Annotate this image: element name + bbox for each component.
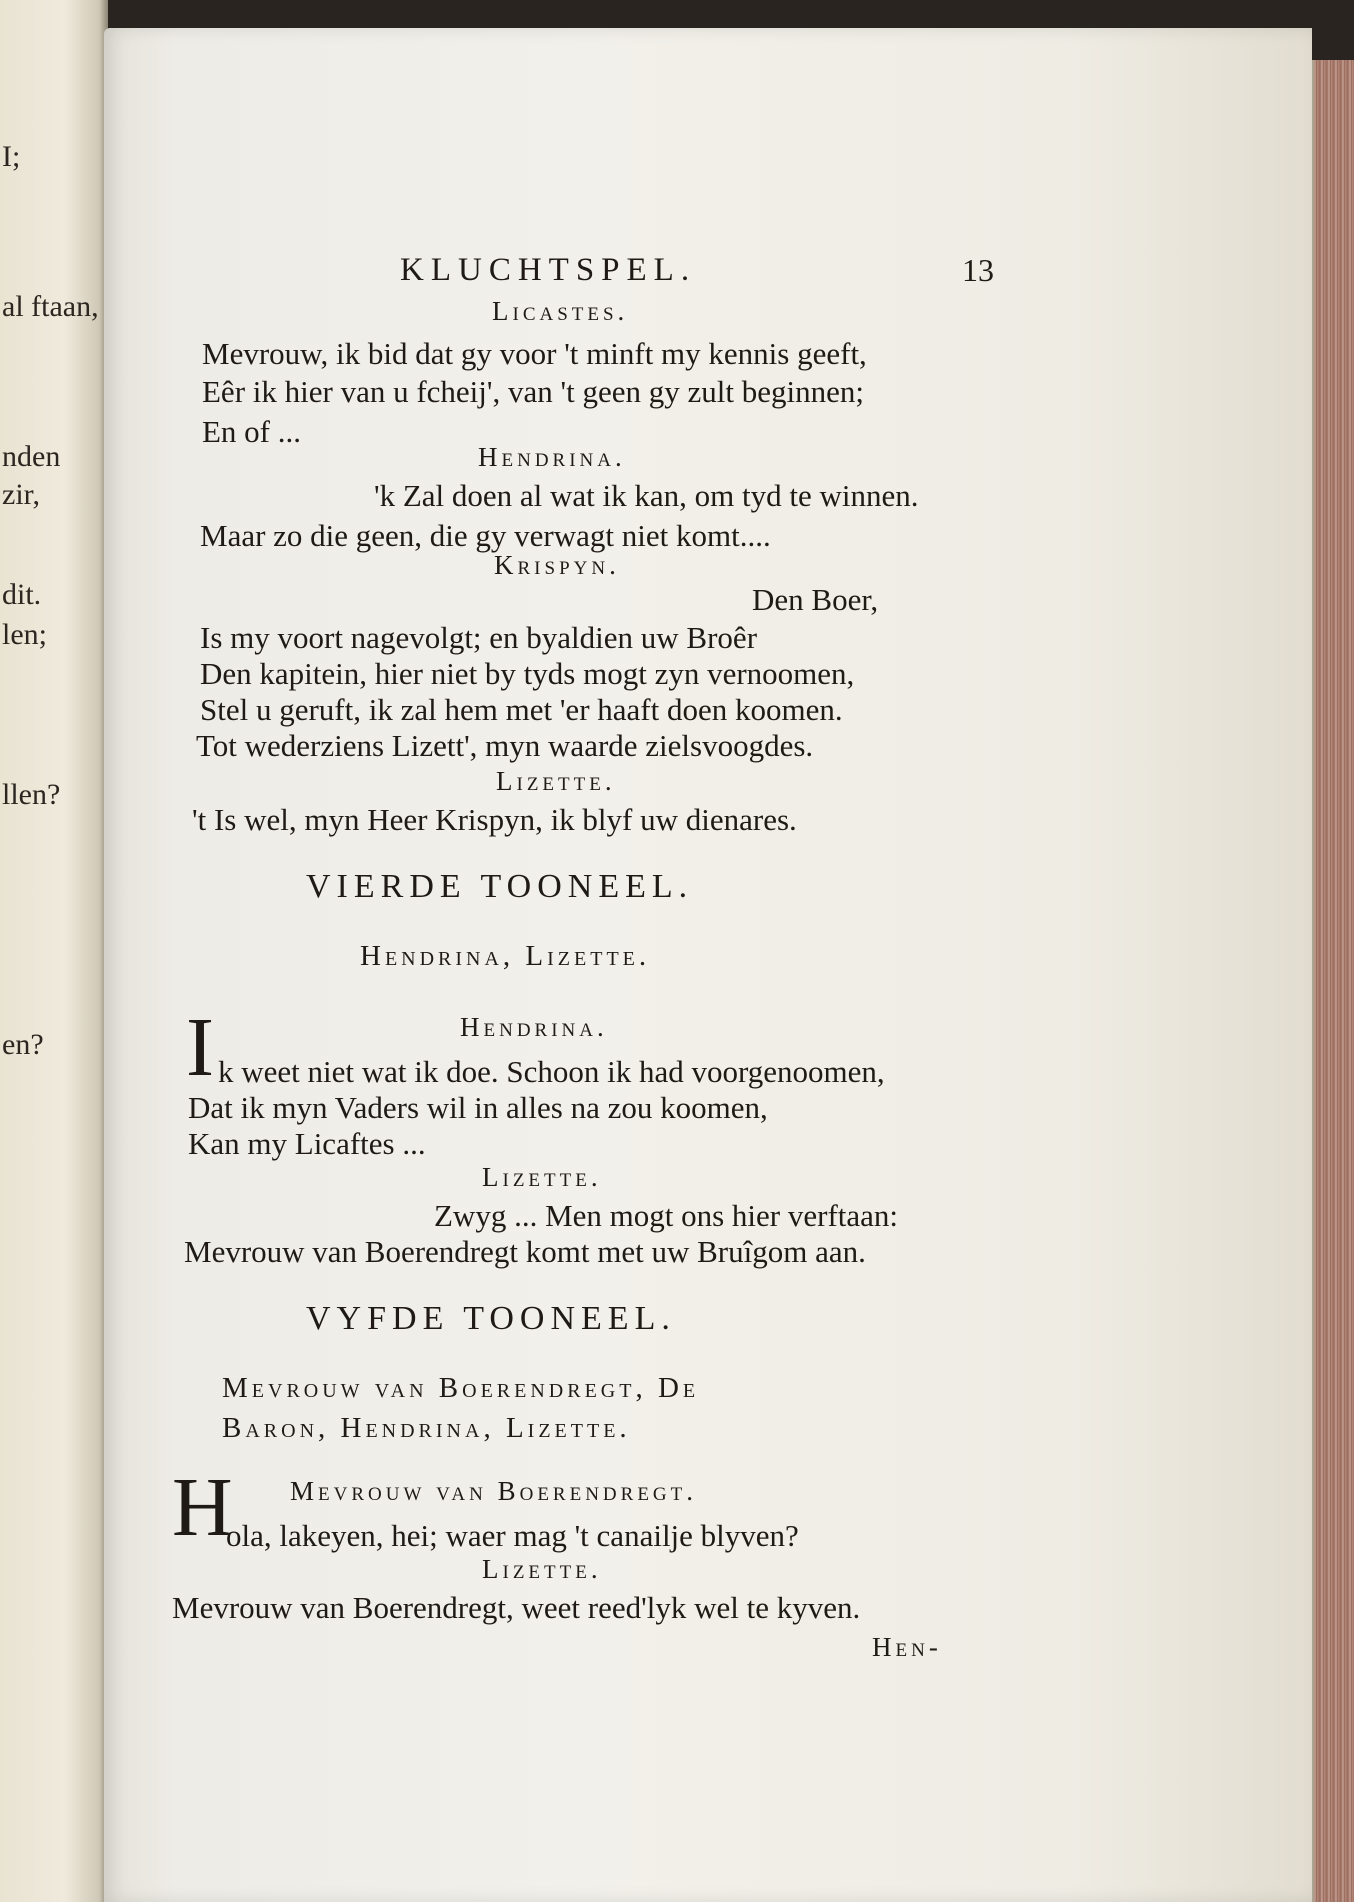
verse-line: Mevrouw van Boerendregt komt met uw Bruîgom aan. — [184, 1234, 866, 1269]
cast-list: Hendrina, Lizette. — [360, 940, 651, 972]
verse-line: 't Is wel, myn Heer Krispyn, ik blyf uw dienares. — [192, 802, 797, 837]
scene-title: VIERDE TOONEEL. — [306, 868, 694, 905]
speaker-name: Hendrina. — [460, 1012, 608, 1042]
verse-line: 'k Zal doen al wat ik kan, om tyd te winnen. — [374, 478, 919, 513]
verse-line: Is my voort nagevolgt; en byaldien uw Broêr — [200, 620, 758, 655]
verse-line: Stel u geruft, ik zal hem met 'er haaft doen koomen. — [200, 692, 843, 727]
scene-title: VYFDE TOONEEL. — [306, 1300, 676, 1337]
left-fragment: llen? — [2, 778, 61, 811]
verse-line: En of ... — [202, 414, 302, 449]
left-fragment: nden — [2, 440, 61, 473]
drop-cap: H — [172, 1461, 233, 1554]
verse-line: Eêr ik hier van u fcheij', van 't geen gy zult beginnen; — [202, 374, 864, 409]
running-title: KLUCHTSPEL. — [400, 252, 697, 288]
speaker-name: Hendrina. — [478, 442, 626, 472]
speaker-name: Licastes. — [492, 296, 629, 326]
speaker-name: Lizette. — [496, 766, 616, 796]
left-fragment: en? — [2, 1028, 44, 1061]
verse-line: Dat ik myn Vaders wil in alles na zou koomen, — [188, 1090, 768, 1125]
cast-list: Mevrouw van Boerendregt, De — [222, 1372, 700, 1404]
verse-line: Mevrouw, ik bid dat gy voor 't minft my kennis geeft, — [202, 336, 867, 371]
verse-line: Tot wederziens Lizett', myn waarde zielsvoogdes. — [196, 728, 814, 763]
speaker-name: Mevrouw van Boerendregt. — [290, 1476, 698, 1506]
left-fragment: dit. — [2, 578, 42, 611]
left-fragment: len; — [2, 618, 47, 651]
speaker-name: Krispyn. — [494, 550, 620, 580]
catchword: Hen- — [872, 1632, 942, 1662]
verse-line: ola, lakeyen, hei; waer mag 't canailje blyven? — [226, 1518, 799, 1553]
speaker-name: Lizette. — [482, 1554, 602, 1584]
drop-cap: I — [186, 1001, 214, 1094]
cast-list: Baron, Hendrina, Lizette. — [222, 1412, 631, 1444]
page-number: 13 — [962, 252, 994, 288]
verse-line: Den Boer, — [752, 582, 879, 617]
verse-line: Maar zo die geen, die gy verwagt niet komt.... — [200, 518, 771, 553]
verse-line: Kan my Licaftes ... — [188, 1126, 426, 1161]
verse-line: k weet niet wat ik doe. Schoon ik had voorgenoomen, — [218, 1054, 885, 1089]
verse-line: Zwyg ... Men mogt ons hier verftaan: — [434, 1198, 899, 1233]
speaker-name: Lizette. — [482, 1162, 602, 1192]
verse-line: Den kapitein, hier niet by tyds mogt zyn vernoomen, — [200, 656, 855, 691]
left-fragment: I; — [2, 140, 21, 173]
left-fragment: al ftaan, — [2, 290, 99, 323]
left-fragment: zir, — [2, 478, 40, 511]
verse-line: Mevrouw van Boerendregt, weet reed'lyk wel te kyven. — [172, 1590, 861, 1625]
